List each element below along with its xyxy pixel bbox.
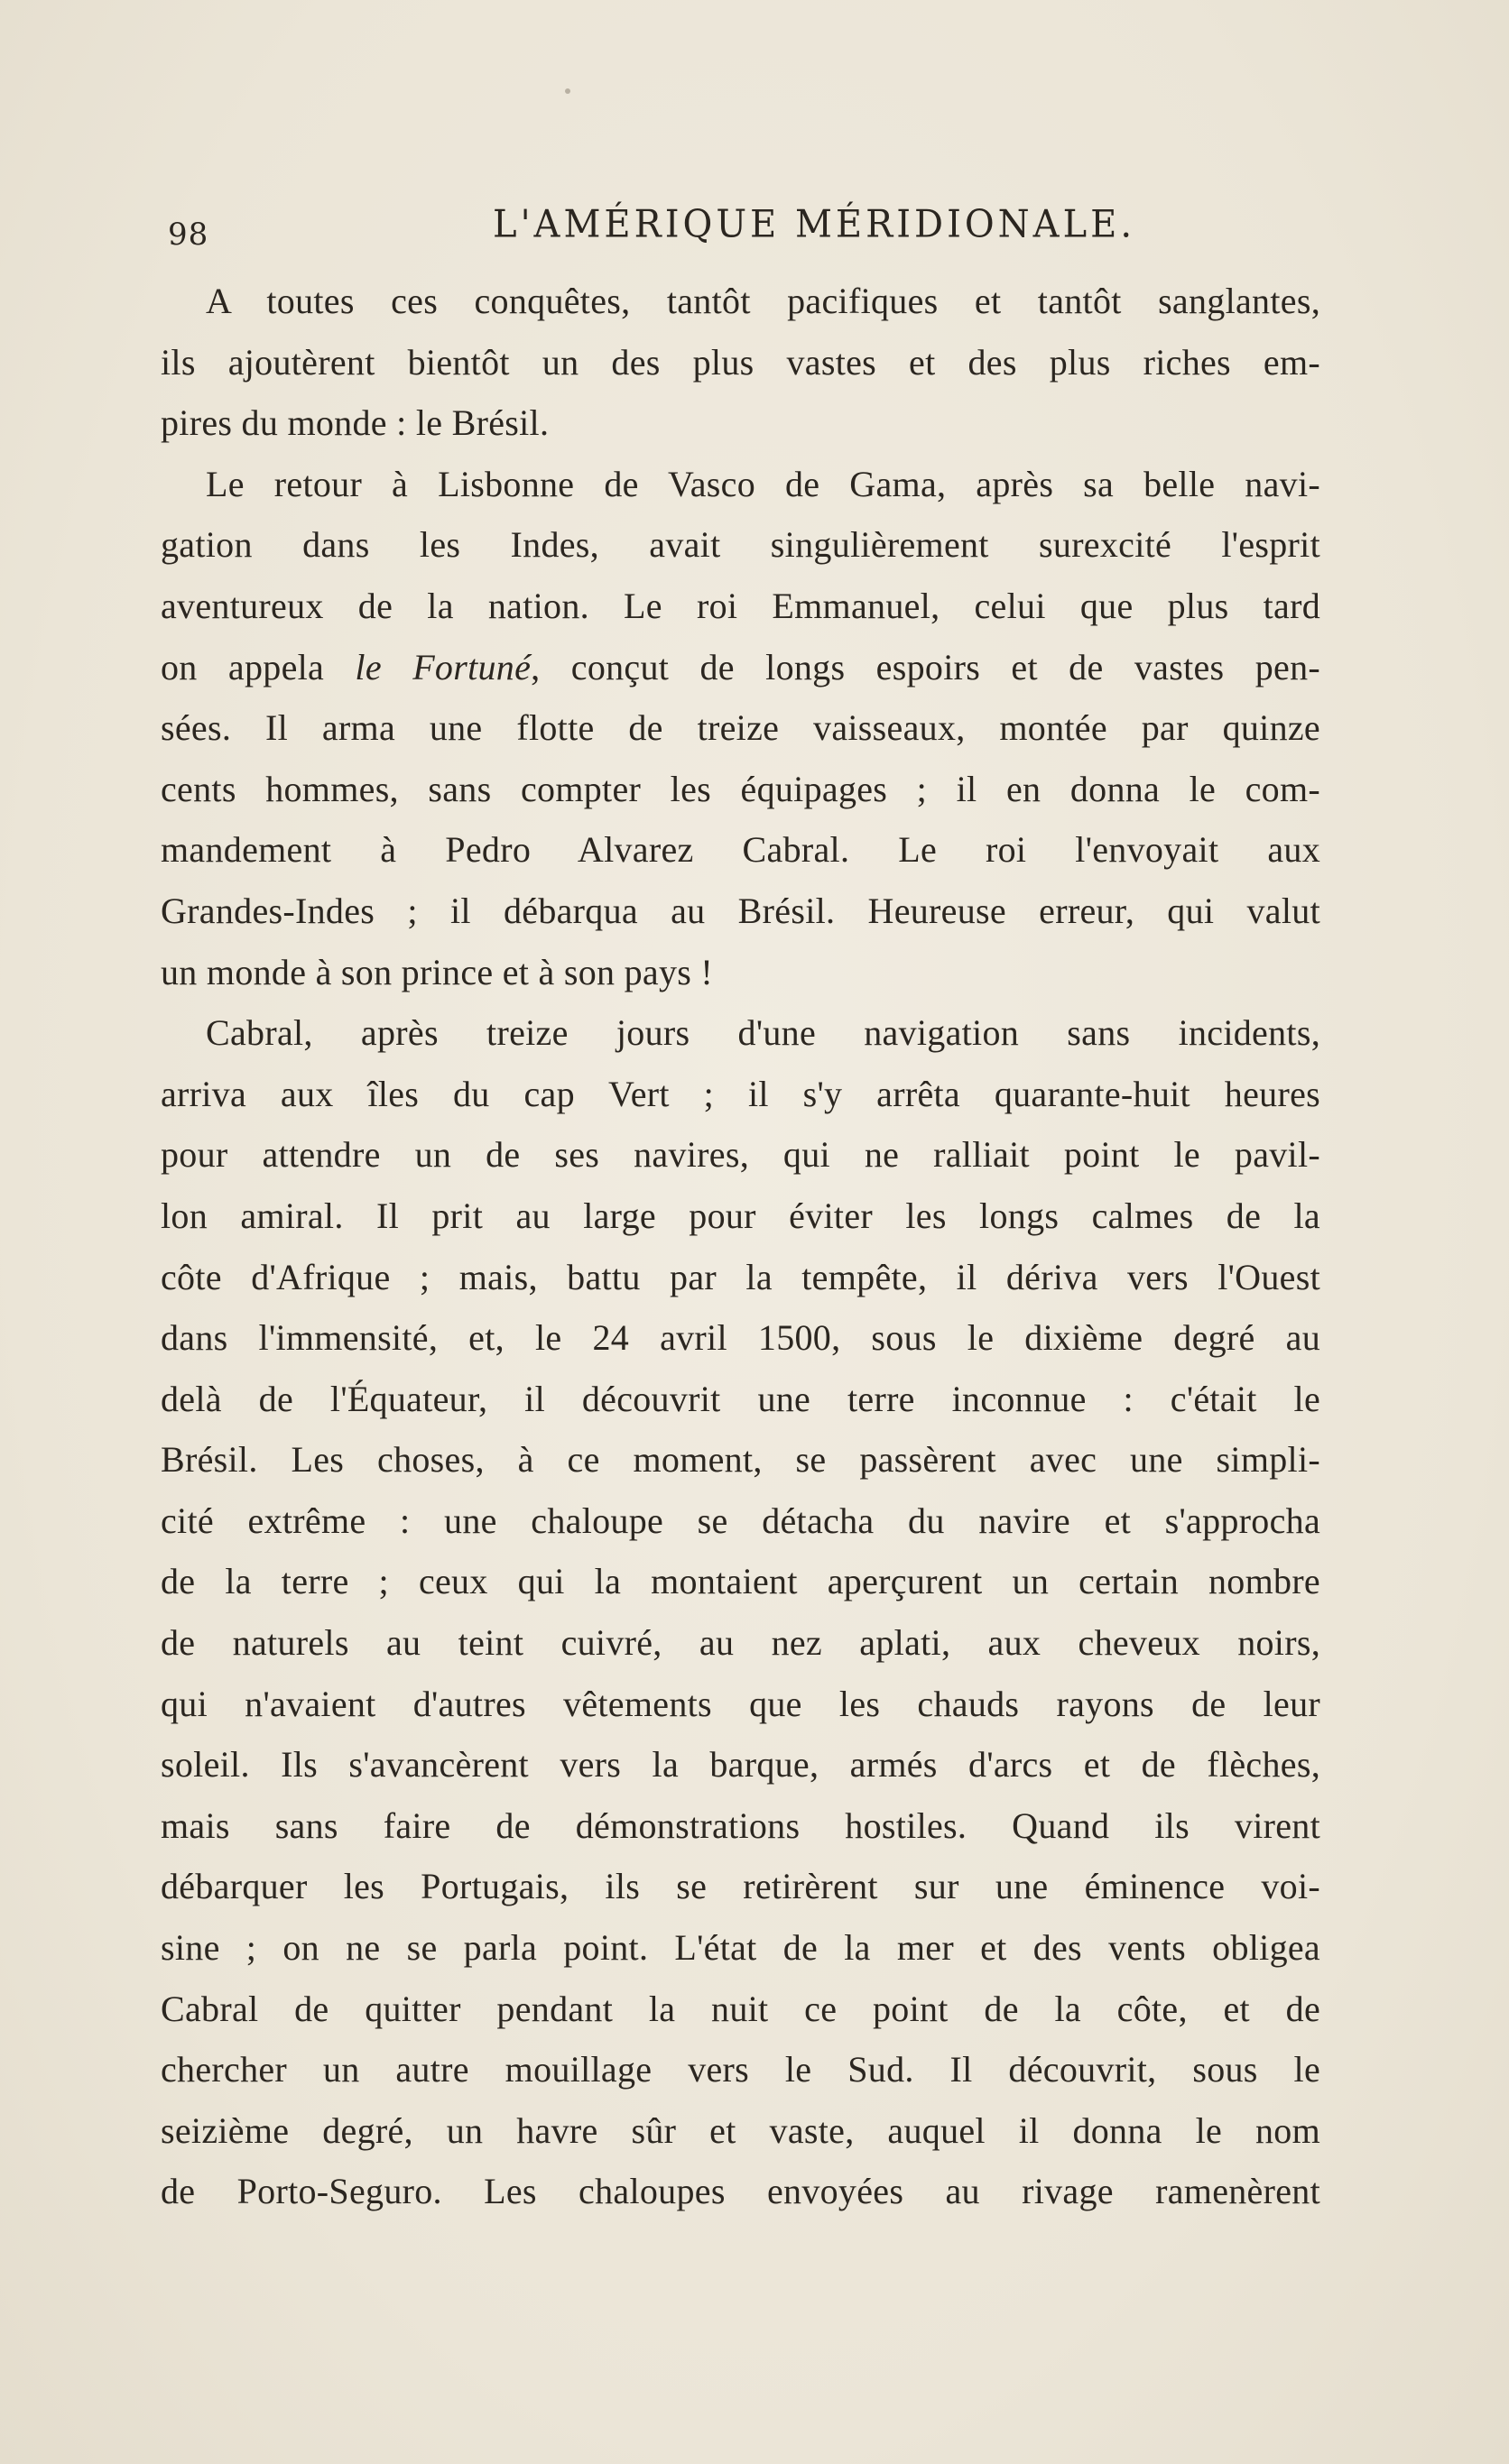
italic-text: le Fortuné [355,646,532,688]
text-line: lon amiral. Il prit au large pour éviter les longs calmes de la [161,1195,1320,1236]
text-line: arriva aux îles du cap Vert ; il s'y arrêta quarante-huit heures [161,1073,1320,1114]
text-line: chercher un autre mouillage vers le Sud. Il découvrit, sous le [161,2049,1320,2090]
text-line [161,637,1320,698]
running-title: L'AMÉRIQUE MÉRIDIONALE. [493,202,1136,247]
text-line: pour attendre un de ses navires, qui ne ralliait point le pavil- [161,1134,1320,1176]
text-line: mais sans faire de démonstrations hostiles. Quand ils virent [161,1804,1320,1846]
text-line: de la terre ; ceux qui la montaient aperçurent un certain nombre [161,1561,1320,1602]
text-line: sine ; on ne se parla point. L'état de la mer et des vents obligea [161,1927,1320,1969]
text-line: aventureux de la nation. Le roi Emmanuel, celui que plus tard [161,585,1320,626]
text-line: de naturels au teint cuivré, au nez aplati, aux cheveux noirs, [161,1622,1320,1664]
running-head [161,200,1320,251]
text-line: seizième degré, un havre sûr et vaste, auquel il donna le nom [161,2109,1320,2151]
text-line: côte d'Afrique ; mais, battu par la tempête, il dériva vers l'Ouest [161,1256,1320,1297]
text-line: un monde à son prince et à son pays ! [161,951,714,992]
text-line: Cabral de quitter pendant la nuit ce point de la côte, et de [161,1988,1320,2029]
page-number: 98 [168,217,209,253]
text-line: dans l'immensité, et, le 24 avril 1500, sous le dixième degré au [161,1317,1320,1359]
text-line: Cabral, après treize jours d'une navigation sans incidents, [206,1012,1320,1054]
text-line: cents hommes, sans compter les équipages ; il en donna le com- [161,768,1320,809]
text-line: sées. Il arma une flotte de treize vaisseaux, montée par quinze [161,707,1320,749]
body-text [161,271,1320,2222]
text-line: cité extrême : une chaloupe se détacha du navire et s'approcha [161,1500,1320,1541]
text-line: qui n'avaient d'autres vêtements que les chauds rayons de leur [161,1683,1320,1724]
text-line: Le retour à Lisbonne de Vasco de Gama, après sa belle navi- [206,463,1320,504]
text-run: on appela [161,646,356,688]
text-line: ils ajoutèrent bientôt un des plus vastes et des plus riches em- [161,341,1320,383]
text-line: gation dans les Indes, avait singulièrement surexcité l'esprit [161,524,1320,566]
paper-speck [565,88,570,94]
text-line: débarquer les Portugais, ils se retirèrent sur une éminence voi- [161,1866,1320,1907]
text-line: soleil. Ils s'avancèrent vers la barque, armés d'arcs et de flèches, [161,1744,1320,1786]
text-line: Grandes-Indes ; il débarqua au Brésil. Heureuse erreur, qui valut [161,890,1320,931]
text-line: mandement à Pedro Alvarez Cabral. Le roi l'envoyait aux [161,829,1320,871]
text-line: A toutes ces conquêtes, tantôt pacifiques et tantôt sanglantes, [206,281,1320,321]
text-line: Brésil. Les choses, à ce moment, se passèrent avec une simpli- [161,1439,1320,1481]
text-line: delà de l'Équateur, il découvrit une terre inconnue : c'était le [161,1378,1320,1419]
text-run: , conçut de longs espoirs et de vastes pen- [531,646,1320,688]
text-line: pires du monde : le Brésil. [161,402,550,444]
text-line: de Porto-Seguro. Les chaloupes envoyées au rivage ramenèrent [161,2171,1320,2212]
